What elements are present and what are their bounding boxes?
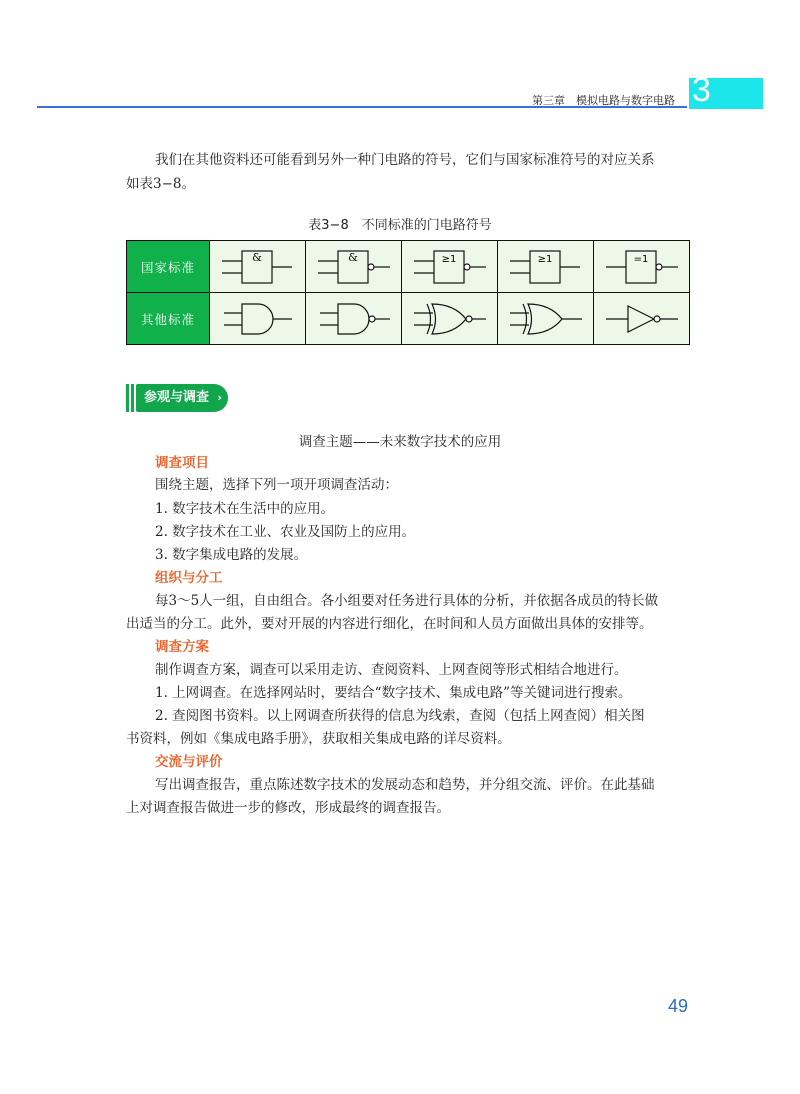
alt-xnor-cell [402, 293, 498, 345]
intro-line-1: 我们在其他资料还可能看到另外一种门电路的符号，它们与国家标准符号的对应关系 [155, 152, 655, 168]
list-item: 1. 上网调查。在选择网站时，要结合“数字技术、集成电路”等关键词进行搜索。 [155, 685, 632, 701]
chapter-number: 3 [692, 71, 711, 109]
badge-label-box [136, 384, 228, 412]
gb-nand-gate-icon [314, 247, 394, 287]
gb-or-gate-icon [506, 247, 586, 287]
paragraph-line: 上对调查报告做进一步的修改，形成最终的调查报告。 [126, 800, 450, 816]
section-heading: 交流与评价 [155, 754, 223, 770]
table-caption: 表3−8 不同标准的门电路符号 [308, 218, 492, 233]
section-heading: 调查方案 [155, 639, 209, 655]
paragraph-line: 围绕主题，选择下列一项开项调查活动： [155, 477, 398, 493]
gb-and-cell [210, 241, 306, 293]
row-label: 其他标准 [127, 293, 210, 345]
gb-nor-gate-icon [410, 247, 490, 287]
investigation-topic: 调查主题——未来数字技术的应用 [298, 434, 502, 450]
badge-stripe [126, 384, 129, 412]
gate-label: & [347, 250, 358, 264]
gb-nand-cell [306, 241, 402, 293]
paragraph-line: 出适当的分工。此外，要对开展的内容进行细化，在时间和人员方面做出具体的安排等。 [126, 616, 653, 632]
paragraph-line: 制作调查方案，调查可以采用走访、查阅资料、上网查阅等形式相结合地进行。 [155, 662, 628, 678]
gb-or-cell [498, 241, 594, 293]
gb-nor-cell [402, 241, 498, 293]
table-row [127, 241, 690, 293]
not-gate-icon [602, 299, 682, 339]
alt-nand-cell [306, 293, 402, 345]
alt-and-cell [210, 293, 306, 345]
row-label: 国家标准 [127, 241, 210, 293]
section-heading: 组织与分工 [155, 570, 223, 586]
gate-label: ≥1 [537, 253, 552, 265]
table-row [127, 293, 690, 345]
paragraph-line: 每3～5人一组，自由组合。各小组要对任务进行具体的分析，并依据各成员的特长做 [155, 593, 659, 609]
page-number: 49 [668, 996, 689, 1016]
paragraph-line: 写出调查报告，重点陈述数字技术的发展动态和趋势，并分组交流、评价。在此基础 [155, 777, 655, 793]
alt-xor-cell [498, 293, 594, 345]
list-item: 2. 查阅图书资料。以上网调查所获得的信息为线索，查阅（包括上网查阅）相关图 [155, 708, 645, 724]
chevron-right-icon: › [217, 391, 222, 404]
gate-label: ≥1 [441, 253, 456, 265]
gb-and-gate-icon [218, 247, 298, 287]
and-gate-icon [218, 299, 298, 339]
running-header: 第三章 模拟电路与数字电路 [532, 94, 675, 107]
list-item: 3. 数字集成电路的发展。 [155, 547, 308, 563]
gb-not-cell [594, 241, 690, 293]
list-item: 1. 数字技术在生活中的应用。 [155, 501, 335, 517]
gate-label: & [251, 250, 262, 264]
section-heading: 调查项目 [155, 455, 209, 471]
list-item: 2. 数字技术在工业、农业及国防上的应用。 [155, 524, 416, 540]
nand-gate-icon [314, 299, 394, 339]
xor-gate-icon [506, 299, 586, 339]
intro-line-2: 如表3−8。 [126, 176, 195, 192]
xnor-gate-icon [410, 299, 490, 339]
badge-stripe [131, 384, 134, 412]
gb-not-gate-icon [602, 247, 682, 287]
activity-badge [126, 382, 236, 414]
alt-not-cell [594, 293, 690, 345]
badge-label: 参观与调查 [144, 390, 210, 405]
gate-symbol-table [126, 240, 690, 345]
gate-label: =1 [633, 253, 648, 265]
paragraph-line: 书资料，例如《集成电路手册》，获取相关集成电路的详尽资料。 [126, 731, 511, 747]
